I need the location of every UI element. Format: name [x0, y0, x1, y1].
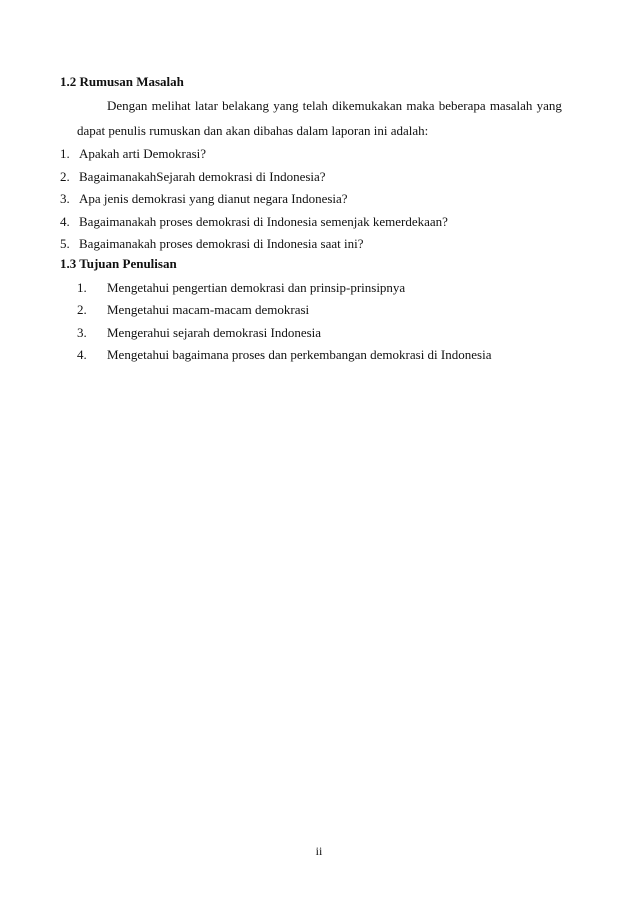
list-item-text: Mengetahui bagaimana proses dan perkembangan demokrasi di Indonesia	[107, 347, 492, 362]
list-item-number: 4.	[60, 214, 70, 229]
paragraph-word: belakang	[222, 98, 270, 113]
paragraph-word: telah	[302, 98, 328, 113]
list-item-text: Mengetahui macam-macam demokrasi	[107, 302, 310, 317]
paragraph-word: maka	[406, 98, 435, 113]
paragraph-word: melihat	[151, 98, 191, 113]
paragraph-word: Dengan	[107, 98, 148, 113]
paragraph-word: beberapa	[438, 98, 486, 113]
paragraph-line-1	[107, 98, 562, 114]
paragraph-word: yang	[273, 98, 299, 113]
paragraph-word: latar	[194, 98, 218, 113]
list-item-text: Mengetahui pengertian demokrasi dan prinsip-prinsipnya	[107, 280, 406, 295]
list-item-text: Bagaimanakah proses demokrasi di Indonesia saat ini?	[79, 236, 364, 251]
section-heading-tujuan-penulisan: 1.3 Tujuan Penulisan	[60, 256, 177, 271]
list-item-number: 1.	[60, 146, 70, 161]
list-item-number: 2.	[60, 169, 70, 184]
section-heading-rumusan-masalah: 1.2 Rumusan Masalah	[60, 74, 184, 89]
list-item-text: Apakah arti Demokrasi?	[79, 146, 207, 161]
paragraph-word: masalah	[489, 98, 533, 113]
paragraph-line-2: dapat penulis rumuskan dan akan dibahas dalam laporan ini adalah:	[77, 123, 429, 138]
page-number: ii	[315, 844, 323, 858]
list-item-number: 3.	[60, 191, 70, 206]
list-item-text: Mengerahui sejarah demokrasi Indonesia	[107, 325, 322, 340]
paragraph-word: dikemukakan	[332, 98, 403, 113]
list-item-number: 2.	[77, 302, 87, 317]
paragraph-word: yang	[536, 98, 562, 113]
list-item-text: Apa jenis demokrasi yang dianut negara Indonesia?	[79, 191, 348, 206]
list-item-text: Bagaimanakah proses demokrasi di Indonesia semenjak kemerdekaan?	[79, 214, 448, 229]
list-item-number: 4.	[77, 347, 87, 362]
list-item-text: BagaimanakahSejarah demokrasi di Indonesia?	[79, 169, 326, 184]
list-item-number: 3.	[77, 325, 87, 340]
list-item-number: 1.	[77, 280, 87, 295]
list-item-number: 5.	[60, 236, 70, 251]
